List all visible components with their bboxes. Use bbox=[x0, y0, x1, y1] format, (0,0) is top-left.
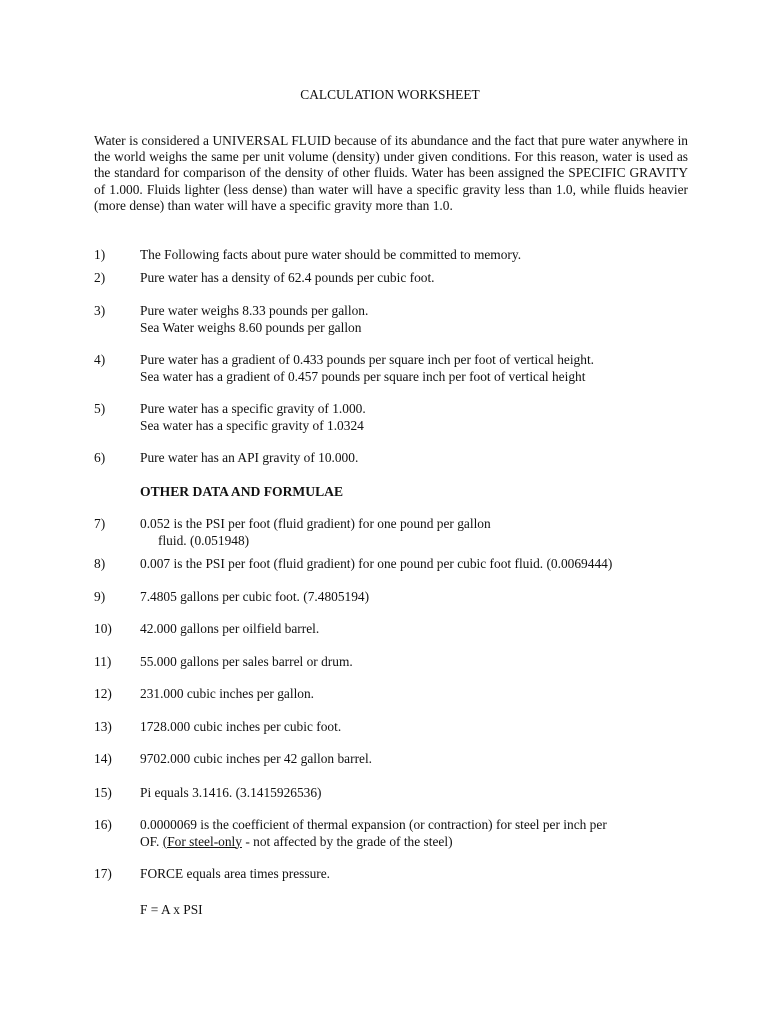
item-number: 9) bbox=[94, 589, 106, 604]
item-text: Pi equals 3.1416. (3.1415926536) bbox=[140, 785, 322, 800]
item-text: Pure water has a gradient of 0.433 pounds per square inch per foot of vertical height. bbox=[140, 352, 595, 367]
item-text: 0.0000069 is the coefficient of thermal expansion (or contraction) for steel per inch per bbox=[140, 817, 607, 832]
item-number: 7) bbox=[94, 516, 106, 531]
item-text: 55.000 gallons per sales barrel or drum. bbox=[140, 654, 353, 669]
item-text-line2: fluid. (0.051948) bbox=[158, 532, 250, 548]
item-text: 0.052 is the PSI per foot (fluid gradient) for one pound per gallon bbox=[140, 516, 491, 531]
section-heading: OTHER DATA AND FORMULAE bbox=[140, 484, 344, 499]
item-text: Pure water weighs 8.33 pounds per gallon. bbox=[140, 303, 369, 318]
item-number: 10) bbox=[94, 621, 112, 636]
item-number: 17) bbox=[94, 866, 112, 881]
item-number: 12) bbox=[94, 686, 112, 701]
item-number: 5) bbox=[94, 401, 106, 416]
item-text: Pure water has a specific gravity of 1.000. bbox=[140, 401, 366, 416]
item-text: Pure water has an API gravity of 10.000. bbox=[140, 450, 359, 465]
item-text: The Following facts about pure water should be committed to memory. bbox=[140, 247, 522, 262]
item-number: 8) bbox=[94, 556, 106, 571]
item-number: 15) bbox=[94, 785, 112, 800]
item-text: FORCE equals area times pressure. bbox=[140, 866, 331, 881]
item-number: 16) bbox=[94, 817, 112, 832]
item-number: 1) bbox=[94, 247, 106, 262]
item-text: 1728.000 cubic inches per cubic foot. bbox=[140, 719, 342, 734]
item-text-line2: Sea water has a gradient of 0.457 pounds per square inch per foot of vertical height bbox=[140, 368, 586, 384]
item-number: 11) bbox=[94, 654, 112, 669]
item-text-line2-suffix: - not affected by the grade of the steel) bbox=[241, 833, 453, 849]
page-title: CALCULATION WORKSHEET bbox=[300, 87, 480, 102]
item-text-line2: Sea Water weighs 8.60 pounds per gallon bbox=[140, 319, 362, 335]
item-number: 4) bbox=[94, 352, 106, 367]
item-text: 7.4805 gallons per cubic foot. (7.4805194) bbox=[140, 589, 370, 604]
force-formula: F = A x PSI bbox=[140, 902, 203, 917]
item-text: Pure water has a density of 62.4 pounds per cubic foot. bbox=[140, 270, 435, 285]
item-number: 2) bbox=[94, 270, 106, 285]
item-text-line2 bbox=[140, 834, 700, 851]
item-number: 3) bbox=[94, 303, 106, 318]
item-number: 13) bbox=[94, 719, 112, 734]
item-number: 6) bbox=[94, 450, 106, 465]
item-number: 14) bbox=[94, 751, 112, 766]
item-text: 0.007 is the PSI per foot (fluid gradient) for one pound per cubic foot fluid. (0.0069444) bbox=[140, 556, 613, 571]
item-text-line2-prefix: OF. bbox=[140, 833, 163, 849]
item-text: 42.000 gallons per oilfield barrel. bbox=[140, 621, 320, 636]
item-text-line2: Sea water has a specific gravity of 1.0324 bbox=[140, 417, 364, 433]
item-text: 231.000 cubic inches per gallon. bbox=[140, 686, 315, 701]
steel-only-note: (For steel-only bbox=[162, 833, 242, 849]
item-text: 9702.000 cubic inches per 42 gallon barrel. bbox=[140, 751, 373, 766]
intro-paragraph: Water is considered a UNIVERSAL FLUID because of its abundance and the fact that pure water anywhere in the world weighs the same per unit volume (density) under given conditions. For this reason, water is used as the standard for comparison of the density of other fluids. Water has been assigned the SPECIFIC GRAVITY of 1.000. Fluids lighter (less dense) than water will have a specific gravity less than 1.0, while fluids heavier (more dense) than water will have a specific gravity more than 1.0. bbox=[94, 133, 688, 213]
